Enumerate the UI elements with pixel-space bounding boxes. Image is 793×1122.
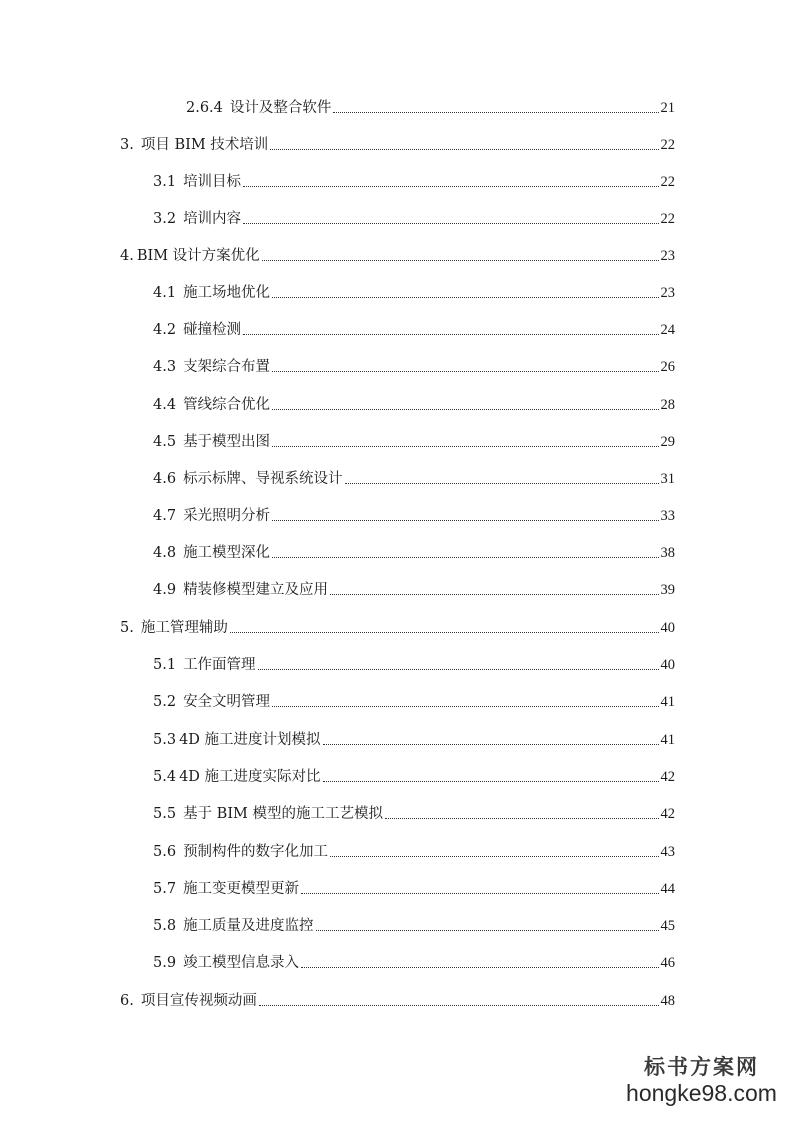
toc-entry-5-1[interactable] (153, 655, 675, 675)
toc-title: 项目 BIM 技术培训 (140, 137, 269, 153)
toc-dot-leader (272, 520, 658, 521)
toc-number: 4.3 (153, 359, 177, 375)
toc-page-number: 24 (660, 322, 675, 338)
toc-dot-leader (272, 557, 658, 558)
toc-number: 2.6.4 (186, 100, 223, 116)
toc-title: 支架综合布置 (183, 359, 271, 375)
toc-number: 4.6 (153, 471, 177, 487)
toc-title: 培训目标 (183, 174, 242, 190)
toc-title: 培训内容 (183, 211, 242, 227)
toc-number: 6. (120, 993, 134, 1009)
toc-number: 5.7 (153, 881, 177, 897)
toc-entry-3[interactable] (120, 135, 675, 155)
toc-dot-leader (323, 744, 659, 745)
toc-entry-5-5[interactable] (153, 804, 675, 824)
toc-title: 采光照明分析 (183, 508, 271, 524)
toc-page-number: 42 (660, 806, 675, 822)
toc-dot-leader (259, 1005, 659, 1006)
toc-title: 标示标牌、导视系统设计 (183, 471, 343, 487)
toc-number: 4.1 (153, 285, 177, 301)
toc-number: 4.8 (153, 545, 177, 561)
toc-page-number: 43 (660, 844, 675, 860)
toc-entry-6[interactable] (120, 991, 675, 1011)
toc-dot-leader (270, 149, 658, 150)
toc-title: 施工变更模型更新 (183, 881, 300, 897)
toc-dot-leader (385, 818, 658, 819)
toc-title: 4D 施工进度计划模拟 (179, 732, 321, 748)
toc-number: 4.5 (153, 434, 177, 450)
toc-page-number: 23 (660, 285, 675, 301)
toc-number: 3.1 (153, 174, 177, 190)
toc-entry-2-6-4[interactable] (186, 98, 675, 118)
toc-dot-leader (330, 856, 658, 857)
toc-title: 施工质量及进度监控 (183, 918, 314, 934)
toc-title: 设计及整合软件 (229, 100, 332, 116)
toc-number: 4.2 (153, 322, 177, 338)
toc-number: 4.9 (153, 582, 177, 598)
toc-page-number: 48 (660, 993, 675, 1009)
toc-title: 基于模型出图 (183, 434, 271, 450)
toc-page-number: 26 (660, 359, 675, 375)
toc-title: 竣工模型信息录入 (183, 955, 300, 971)
toc-dot-leader (272, 297, 658, 298)
toc-dot-leader (333, 112, 658, 113)
toc-entry-3-1[interactable] (153, 172, 675, 192)
toc-entry-5[interactable] (120, 618, 675, 638)
toc-dot-leader (345, 483, 659, 484)
toc-entry-4-5[interactable] (153, 432, 675, 452)
toc-page-number: 39 (660, 582, 675, 598)
toc-number: 5.5 (153, 806, 177, 822)
toc-dot-leader (272, 371, 658, 372)
toc-title: 工作面管理 (183, 657, 256, 673)
toc-dot-leader (243, 186, 658, 187)
toc-page-number: 41 (660, 694, 675, 710)
toc-title: 预制构件的数字化加工 (183, 844, 329, 860)
toc-number: 4. (120, 248, 134, 264)
toc-entry-4-6[interactable] (153, 469, 675, 489)
toc-title: 碰撞检测 (183, 322, 242, 338)
toc-page-number: 29 (660, 434, 675, 450)
toc-number: 3. (120, 137, 134, 153)
toc-entry-4-3[interactable] (153, 357, 675, 377)
toc-entry-4-1[interactable] (153, 283, 675, 303)
toc-title: 项目宣传视频动画 (140, 993, 257, 1009)
toc-entry-5-9[interactable] (153, 953, 675, 973)
toc-title: 施工管理辅助 (140, 620, 228, 636)
toc-title: 基于 BIM 模型的施工工艺模拟 (183, 806, 384, 822)
toc-entry-4-7[interactable] (153, 506, 675, 526)
toc-number: 5.9 (153, 955, 177, 971)
toc-title: BIM 设计方案优化 (136, 248, 260, 264)
toc-number: 5.3 (153, 732, 177, 748)
toc-page-number: 41 (660, 732, 675, 748)
toc-entry-5-3[interactable] (153, 730, 675, 750)
toc-page-number: 38 (660, 545, 675, 561)
toc-entry-5-6[interactable] (153, 842, 675, 862)
toc-page-number: 22 (660, 211, 675, 227)
toc-page-number: 40 (660, 620, 675, 636)
toc-title: 管线综合优化 (183, 397, 271, 413)
toc-number: 5.6 (153, 844, 177, 860)
toc-page-number: 21 (660, 100, 675, 116)
toc-dot-leader (330, 594, 658, 595)
toc-dot-leader (272, 409, 658, 410)
toc-dot-leader (272, 706, 658, 707)
toc-entry-4-8[interactable] (153, 543, 675, 563)
toc-page-number: 45 (660, 918, 675, 934)
toc-number: 4.7 (153, 508, 177, 524)
toc-dot-leader (262, 260, 659, 261)
toc-dot-leader (272, 446, 658, 447)
toc-entry-4[interactable] (120, 246, 675, 266)
toc-page-number: 22 (660, 137, 675, 153)
toc-title: 精装修模型建立及应用 (183, 582, 329, 598)
toc-title: 4D 施工进度实际对比 (179, 769, 321, 785)
toc-number: 5.8 (153, 918, 177, 934)
toc-dot-leader (316, 930, 659, 931)
toc-number: 5.2 (153, 694, 177, 710)
toc-dot-leader (243, 223, 658, 224)
site-watermark (624, 1054, 779, 1106)
watermark-chinese-name: 标书方案网 (644, 1055, 759, 1079)
toc-page-number: 33 (660, 508, 675, 524)
toc-entry-5-7[interactable] (153, 879, 675, 899)
toc-page-number: 31 (660, 471, 675, 487)
toc-page-number: 23 (660, 248, 675, 264)
toc-title: 施工模型深化 (183, 545, 271, 561)
toc-page-number: 28 (660, 397, 675, 413)
toc-entry-5-8[interactable] (153, 916, 675, 936)
toc-entry-4-2[interactable] (153, 320, 675, 340)
toc-dot-leader (301, 893, 658, 894)
toc-page-number: 42 (660, 769, 675, 785)
toc-number: 5. (120, 620, 134, 636)
toc-title: 施工场地优化 (183, 285, 271, 301)
toc-page-number: 46 (660, 955, 675, 971)
toc-dot-leader (323, 781, 659, 782)
toc-page-number: 40 (660, 657, 675, 673)
toc-entry-4-9[interactable] (153, 580, 675, 600)
toc-title: 安全文明管理 (183, 694, 271, 710)
toc-number: 4.4 (153, 397, 177, 413)
toc-dot-leader (258, 669, 659, 670)
toc-page-number: 22 (660, 174, 675, 190)
toc-entry-5-2[interactable] (153, 692, 675, 712)
toc-dot-leader (230, 632, 659, 633)
toc-page-number: 44 (660, 881, 675, 897)
toc-number: 5.1 (153, 657, 177, 673)
toc-dot-leader (243, 334, 658, 335)
toc-entry-5-4[interactable] (153, 767, 675, 787)
toc-number: 5.4 (153, 769, 177, 785)
toc-dot-leader (301, 967, 658, 968)
toc-entry-3-2[interactable] (153, 209, 675, 229)
watermark-url: hongke98.com (626, 1080, 777, 1106)
toc-number: 3.2 (153, 211, 177, 227)
toc-entry-4-4[interactable] (153, 395, 675, 415)
